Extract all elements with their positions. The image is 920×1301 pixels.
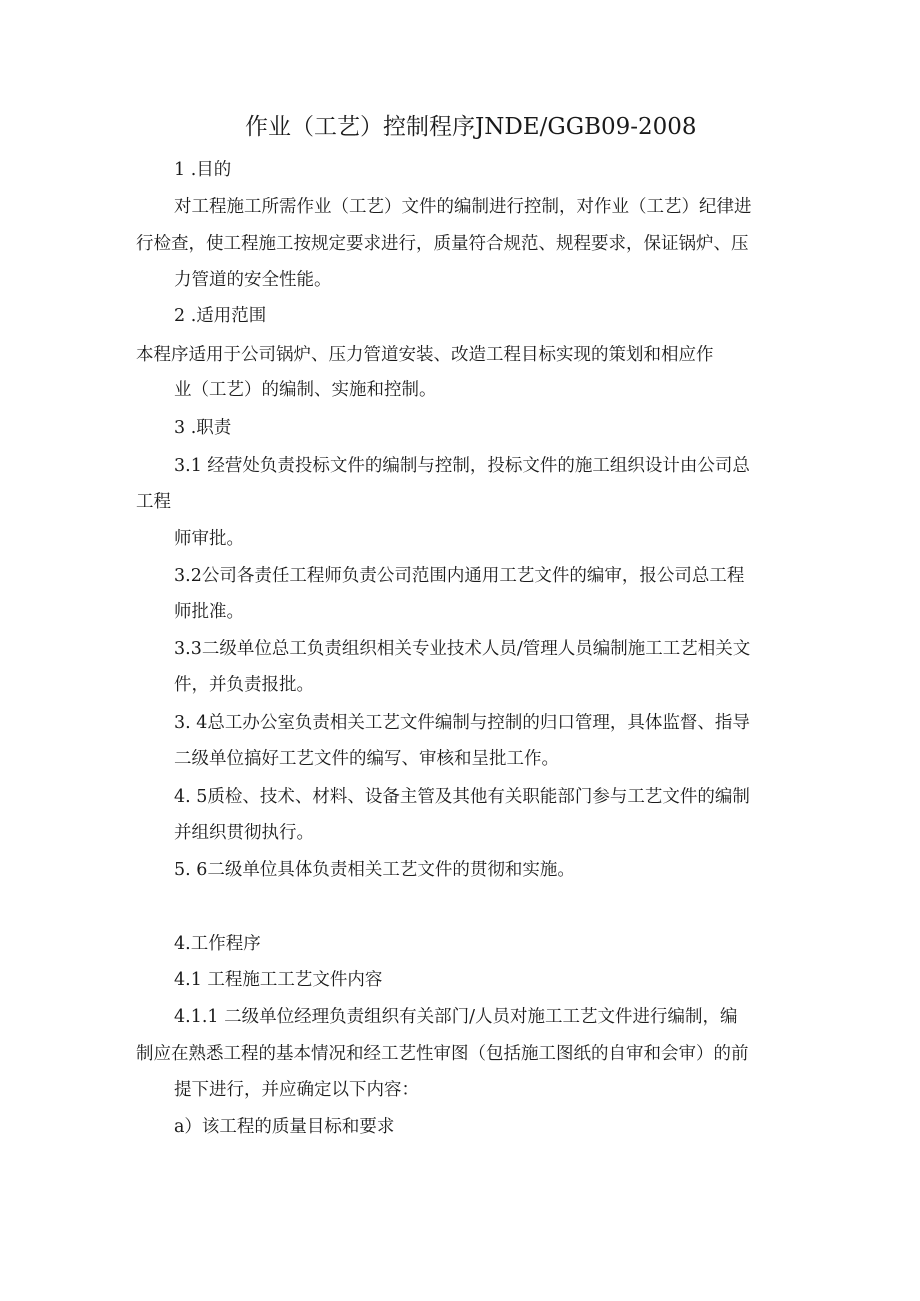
- paragraph-line: 并组织贯彻执行。: [174, 823, 314, 843]
- paragraph-line: 制应在熟悉工程的基本情况和经工艺性审图（包括施工图纸的自审和会审）的前: [136, 1044, 749, 1064]
- paragraph-line: 5. 6二级单位具体负责相关工艺文件的贯彻和实施。: [174, 860, 575, 880]
- page-title: 作业（工艺）控制程序JNDE/GGB09-2008: [245, 114, 697, 140]
- paragraph-line: 力管道的安全性能。: [174, 270, 332, 290]
- paragraph-line: 4.1.1 二级单位经理负责组织有关部门/人员对施工工艺文件进行编制，编: [174, 1007, 738, 1027]
- section-heading: 3 .职责: [174, 418, 232, 438]
- paragraph-line: 3. 4总工办公室负责相关工艺文件编制与控制的归口管理，具体监督、指导: [174, 713, 750, 733]
- section-heading: 2 .适用范围: [174, 306, 267, 326]
- section-heading: 4.工作程序: [174, 934, 261, 954]
- section-heading: 1 .目的: [174, 160, 232, 180]
- paragraph-line: 本程序适用于公司锅炉、压力管道安装、改造工程目标实现的策划和相应作: [136, 345, 714, 365]
- paragraph-line: 师审批。: [174, 529, 244, 549]
- paragraph-line: 3.2公司各责任工程师负责公司范围内通用工艺文件的编审，报公司总工程: [174, 566, 745, 586]
- paragraph-line: 3.3二级单位总工负责组织相关专业技术人员/管理人员编制施工工艺相关文: [174, 639, 751, 659]
- paragraph-line: 行检查，使工程施工按规定要求进行，质量符合规范、规程要求，保证锅炉、压: [136, 234, 749, 254]
- paragraph-line: 二级单位搞好工艺文件的编写、审核和呈批工作。: [174, 749, 559, 769]
- paragraph-line: 4.1 工程施工工艺文件内容: [174, 970, 383, 990]
- paragraph-line: 师批准。: [174, 602, 244, 622]
- paragraph-line: 对工程施工所需作业（工艺）文件的编制进行控制，对作业（工艺）纪律进: [174, 197, 752, 217]
- paragraph-line: 4. 5质检、技术、材料、设备主管及其他有关职能部门参与工艺文件的编制: [174, 787, 750, 807]
- paragraph-line: 提下进行，并应确定以下内容：: [174, 1080, 419, 1100]
- paragraph-line: 件，并负责报批。: [174, 675, 314, 695]
- paragraph-line: 业（工艺）的编制、实施和控制。: [174, 380, 437, 400]
- paragraph-line: 工程: [136, 492, 171, 512]
- list-item: a）该工程的质量目标和要求: [174, 1117, 395, 1137]
- paragraph-line: 3.1 经营处负责投标文件的编制与控制，投标文件的施工组织设计由公司总: [174, 456, 750, 476]
